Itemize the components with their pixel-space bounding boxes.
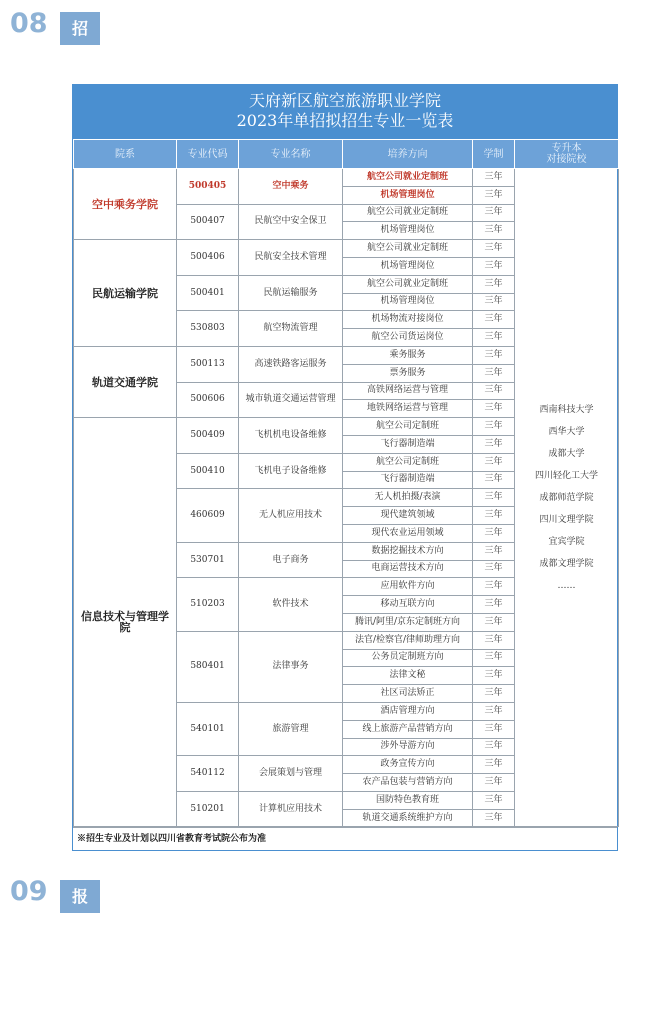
header-college: 院系 <box>74 140 177 169</box>
section-label: 报考条件 <box>60 880 100 913</box>
years-cell: 三年 <box>473 774 515 792</box>
major-code-cell: 500401 <box>177 275 239 311</box>
direction-cell: 航空公司就业定制班 <box>343 204 473 222</box>
university-item: 成都师范学院 <box>539 492 594 503</box>
section-number: 08 <box>10 8 48 39</box>
university-item: 四川文理学院 <box>539 514 594 525</box>
table-title-line2: 2023年单招拟招生专业一览表 <box>236 111 454 130</box>
major-code-cell: 500407 <box>177 204 239 240</box>
years-cell: 三年 <box>473 578 515 596</box>
years-cell: 三年 <box>473 596 515 614</box>
years-cell: 三年 <box>473 169 515 187</box>
major-code-cell: 500406 <box>177 240 239 276</box>
years-cell: 三年 <box>473 382 515 400</box>
direction-cell: 飞行器制造端 <box>343 435 473 453</box>
years-cell: 三年 <box>473 453 515 471</box>
direction-cell: 现代农业运用领域 <box>343 524 473 542</box>
direction-cell: 社区司法矫正 <box>343 685 473 703</box>
years-cell: 三年 <box>473 400 515 418</box>
direction-cell: 无人机拍摄/表演 <box>343 489 473 507</box>
major-code-cell: 510203 <box>177 578 239 631</box>
years-cell: 三年 <box>473 809 515 827</box>
years-cell: 三年 <box>473 418 515 436</box>
direction-cell: 机场管理岗位 <box>343 222 473 240</box>
major-name-cell: 飞机机电设备维修 <box>239 418 343 454</box>
direction-cell: 电商运营技术方向 <box>343 560 473 578</box>
majors-table <box>73 139 619 827</box>
college-cell: 轨道交通学院 <box>74 346 177 417</box>
major-name-cell: 民航运输服务 <box>239 275 343 311</box>
college-cell: 民航运输学院 <box>74 240 177 347</box>
header-transfer-line1: 专升本 <box>551 143 582 154</box>
university-item: …… <box>557 580 576 591</box>
university-item: 四川轻化工大学 <box>534 470 598 481</box>
direction-cell: 飞行器制造端 <box>343 471 473 489</box>
years-cell: 三年 <box>473 667 515 685</box>
years-cell: 三年 <box>473 542 515 560</box>
major-name-cell: 旅游管理 <box>239 702 343 755</box>
table-title-line1: 天府新区航空旅游职业学院 <box>248 91 441 110</box>
years-cell: 三年 <box>473 685 515 703</box>
direction-cell: 航空公司就业定制班 <box>343 240 473 258</box>
direction-cell: 航空公司就业定制班 <box>343 169 473 187</box>
table-row <box>74 169 619 187</box>
years-cell: 三年 <box>473 507 515 525</box>
major-code-cell: 530803 <box>177 311 239 347</box>
years-cell: 三年 <box>473 791 515 809</box>
direction-cell: 轨道交通系统维护方向 <box>343 809 473 827</box>
major-code-cell: 500409 <box>177 418 239 454</box>
major-code-cell: 510201 <box>177 791 239 827</box>
major-code-cell: 500606 <box>177 382 239 418</box>
section-label: 招生 <box>60 12 100 45</box>
years-cell: 三年 <box>473 631 515 649</box>
header-transfer <box>515 140 619 169</box>
years-cell: 三年 <box>473 346 515 364</box>
years-cell: 三年 <box>473 489 515 507</box>
direction-cell: 乘务服务 <box>343 346 473 364</box>
direction-cell: 酒店管理方向 <box>343 702 473 720</box>
major-code-cell: 540101 <box>177 702 239 755</box>
direction-cell: 航空公司货运岗位 <box>343 329 473 347</box>
university-item: 成都文理学院 <box>539 558 594 569</box>
direction-cell: 航空公司定制班 <box>343 453 473 471</box>
direction-cell: 航空公司就业定制班 <box>343 275 473 293</box>
direction-cell: 线上旅游产品营销方向 <box>343 720 473 738</box>
direction-cell: 高铁网络运营与管理 <box>343 382 473 400</box>
years-cell: 三年 <box>473 329 515 347</box>
direction-cell: 机场物流对接岗位 <box>343 311 473 329</box>
university-item: 成都大学 <box>548 448 585 459</box>
major-name-cell: 无人机应用技术 <box>239 489 343 542</box>
direction-cell: 机场管理岗位 <box>343 257 473 275</box>
university-item: 宜宾学院 <box>548 536 585 547</box>
years-cell: 三年 <box>473 560 515 578</box>
years-cell: 三年 <box>473 471 515 489</box>
major-name-cell: 航空物流管理 <box>239 311 343 347</box>
major-code-cell: 540112 <box>177 756 239 792</box>
years-cell: 三年 <box>473 702 515 720</box>
table-header-row <box>74 140 619 169</box>
direction-cell: 应用软件方向 <box>343 578 473 596</box>
direction-cell: 法律文秘 <box>343 667 473 685</box>
direction-cell: 移动互联方向 <box>343 596 473 614</box>
major-name-cell: 飞机电子设备维修 <box>239 453 343 489</box>
direction-cell: 票务服务 <box>343 364 473 382</box>
major-name-cell: 会展策划与管理 <box>239 756 343 792</box>
direction-cell: 航空公司定制班 <box>343 418 473 436</box>
years-cell: 三年 <box>473 240 515 258</box>
university-item: 西南科技大学 <box>539 404 594 415</box>
header-major: 专业名称 <box>239 140 343 169</box>
major-name-cell: 民航空中安全保卫 <box>239 204 343 240</box>
major-name-cell: 软件技术 <box>239 578 343 631</box>
direction-cell: 腾讯/阿里/京东定制班方向 <box>343 613 473 631</box>
years-cell: 三年 <box>473 257 515 275</box>
college-cell: 空中乘务学院 <box>74 169 177 240</box>
table-title <box>73 85 617 139</box>
header-code: 专业代码 <box>177 140 239 169</box>
years-cell: 三年 <box>473 222 515 240</box>
major-name-cell: 空中乘务 <box>239 169 343 205</box>
direction-cell: 国防特色教育班 <box>343 791 473 809</box>
major-name-cell: 民航安全技术管理 <box>239 240 343 276</box>
major-name-cell: 城市轨道交通运营管理 <box>239 382 343 418</box>
major-code-cell: 500410 <box>177 453 239 489</box>
years-cell: 三年 <box>473 613 515 631</box>
major-name-cell: 高速铁路客运服务 <box>239 346 343 382</box>
header-transfer-line2: 对接院校 <box>546 154 587 165</box>
major-name-cell: 电子商务 <box>239 542 343 578</box>
transfer-universities-cell <box>515 169 619 827</box>
direction-cell: 涉外导游方向 <box>343 738 473 756</box>
years-cell: 三年 <box>473 186 515 204</box>
major-code-cell: 500113 <box>177 346 239 382</box>
direction-cell: 现代建筑领域 <box>343 507 473 525</box>
years-cell: 三年 <box>473 293 515 311</box>
major-code-cell: 500405 <box>177 169 239 205</box>
footnote: ※招生专业及计划以四川省教育考试院公布为准 <box>73 827 617 850</box>
direction-cell: 机场管理岗位 <box>343 293 473 311</box>
direction-cell: 机场管理岗位 <box>343 186 473 204</box>
direction-cell: 政务宣传方向 <box>343 756 473 774</box>
direction-cell: 公务员定制班方向 <box>343 649 473 667</box>
major-code-cell: 530701 <box>177 542 239 578</box>
years-cell: 三年 <box>473 524 515 542</box>
years-cell: 三年 <box>473 738 515 756</box>
header-direction: 培养方向 <box>343 140 473 169</box>
direction-cell: 地铁网络运营与管理 <box>343 400 473 418</box>
major-name-cell: 计算机应用技术 <box>239 791 343 827</box>
college-cell: 信息技术与管理学院 <box>74 418 177 827</box>
direction-cell: 农产品包装与营销方向 <box>343 774 473 792</box>
years-cell: 三年 <box>473 311 515 329</box>
major-code-cell: 460609 <box>177 489 239 542</box>
section-number: 09 <box>10 876 48 907</box>
major-code-cell: 580401 <box>177 631 239 702</box>
years-cell: 三年 <box>473 649 515 667</box>
majors-table-container <box>72 84 618 851</box>
university-item: 西华大学 <box>548 426 585 437</box>
years-cell: 三年 <box>473 275 515 293</box>
direction-cell: 数据挖掘技术方向 <box>343 542 473 560</box>
years-cell: 三年 <box>473 204 515 222</box>
major-name-cell: 法律事务 <box>239 631 343 702</box>
years-cell: 三年 <box>473 435 515 453</box>
years-cell: 三年 <box>473 720 515 738</box>
years-cell: 三年 <box>473 364 515 382</box>
header-years: 学制 <box>473 140 515 169</box>
years-cell: 三年 <box>473 756 515 774</box>
direction-cell: 法官/检察官/律师助理方向 <box>343 631 473 649</box>
